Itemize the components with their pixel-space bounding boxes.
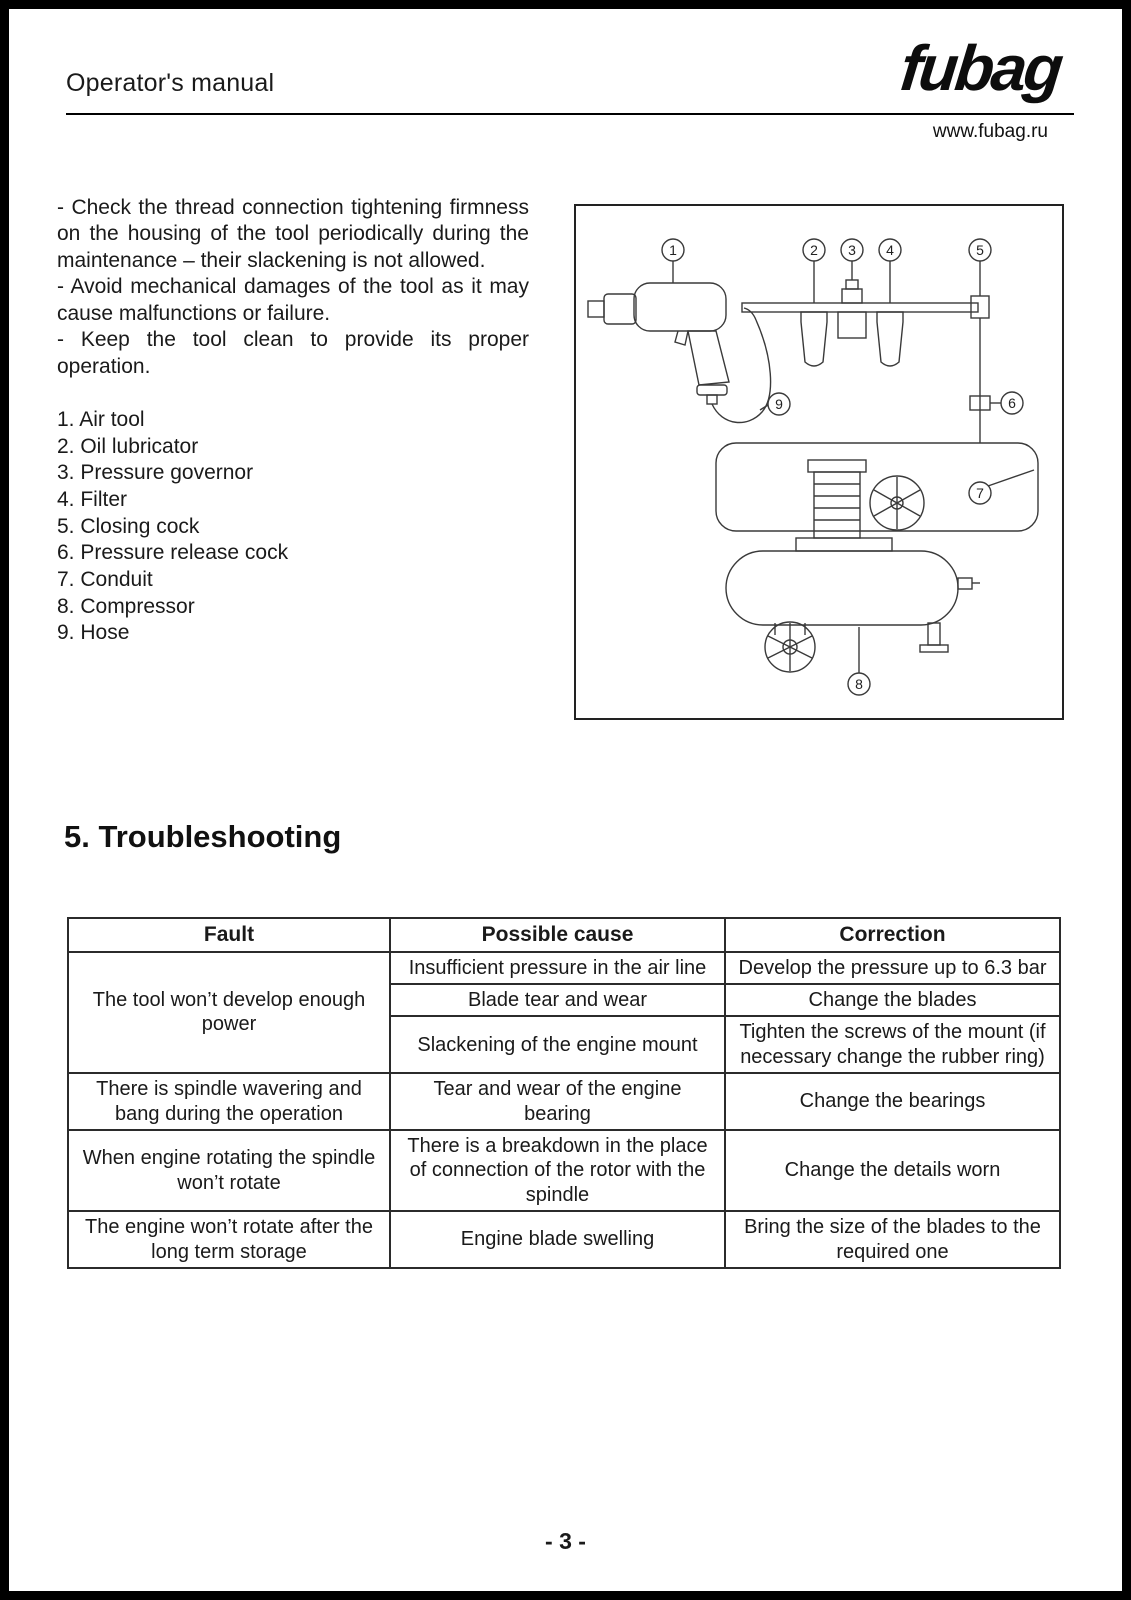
table-row bbox=[68, 1130, 1060, 1211]
hose-drawing bbox=[712, 308, 771, 422]
website-text: www.fubag.ru bbox=[932, 121, 1048, 142]
header-divider bbox=[66, 113, 1074, 115]
riser-drawing bbox=[970, 318, 990, 443]
parts-list-item: 1. Air tool bbox=[57, 408, 145, 432]
cause-cell: There is a breakdown in the place of connection of the rotor with the spindle bbox=[390, 1130, 725, 1211]
troubleshooting-table bbox=[67, 917, 1061, 1269]
note-paragraph: - Check the thread connection tightening firmness on the housing of the tool periodically during the maintenance – their slackening is not allowed. bbox=[57, 196, 529, 272]
correction-cell: Change the blades bbox=[725, 984, 1060, 1016]
header-correction: Correction bbox=[725, 918, 1060, 952]
parts-list-item: 2. Oil lubricator bbox=[57, 434, 199, 458]
cause-cell: Tear and wear of the engine bearing bbox=[390, 1073, 725, 1130]
compressor-drawing bbox=[726, 460, 980, 672]
correction-cell: Tighten the screws of the mount (if necessary change the rubber ring) bbox=[725, 1016, 1060, 1073]
fubag-logo: fubag bbox=[897, 32, 1064, 104]
callout-2-label: 2 bbox=[810, 242, 818, 258]
correction-cell: Develop the pressure up to 6.3 bar bbox=[725, 952, 1060, 984]
table-row bbox=[68, 1073, 1060, 1130]
page-number: - 3 - bbox=[545, 1528, 586, 1554]
callout-1-label: 1 bbox=[669, 242, 677, 258]
cause-cell: Insufficient pressure in the air line bbox=[390, 952, 725, 984]
correction-cell: Change the details worn bbox=[725, 1130, 1060, 1211]
callout-9-label: 9 bbox=[775, 396, 783, 412]
cause-cell: Blade tear and wear bbox=[390, 984, 725, 1016]
parts-list-item: 8. Compressor bbox=[57, 594, 195, 618]
table-row bbox=[68, 952, 1060, 984]
cause-cell: Slackening of the engine mount bbox=[390, 1016, 725, 1073]
parts-list bbox=[57, 407, 529, 647]
fault-cell: The engine won’t rotate after the long term storage bbox=[68, 1211, 390, 1268]
correction-cell: Bring the size of the blades to the required one bbox=[725, 1211, 1060, 1268]
table-row bbox=[68, 1211, 1060, 1268]
section-heading: 5. Troubleshooting bbox=[64, 819, 342, 854]
callout-8-label: 8 bbox=[855, 676, 863, 692]
callout-5-label: 5 bbox=[976, 242, 984, 258]
fault-cell: When engine rotating the spindle won’t rotate bbox=[68, 1130, 390, 1211]
parts-list-item: 6. Pressure release cock bbox=[57, 541, 289, 565]
parts-list-item: 7. Conduit bbox=[57, 568, 153, 592]
table-header-row bbox=[68, 918, 1060, 952]
note-paragraph: - Avoid mechanical damages of the tool as it may cause malfunctions or failure. bbox=[57, 275, 529, 325]
frl-unit-drawing bbox=[742, 280, 989, 366]
parts-list-item: 4. Filter bbox=[57, 488, 128, 512]
pneumatic-diagram-frame bbox=[574, 204, 1064, 720]
page-title: Operator's manual bbox=[66, 69, 275, 97]
maintenance-notes bbox=[57, 195, 529, 647]
callout-7-label: 7 bbox=[976, 485, 984, 501]
parts-list-item: 5. Closing cock bbox=[57, 514, 200, 538]
callout-4-label: 4 bbox=[886, 242, 894, 258]
callout-6-label: 6 bbox=[1008, 395, 1016, 411]
correction-cell: Change the bearings bbox=[725, 1073, 1060, 1130]
note-paragraph: - Keep the tool clean to provide its proper operation. bbox=[57, 328, 529, 378]
parts-list-item: 9. Hose bbox=[57, 621, 130, 645]
air-tool-drawing bbox=[588, 283, 729, 404]
cause-cell: Engine blade swelling bbox=[390, 1211, 725, 1268]
header-fault: Fault bbox=[68, 918, 390, 952]
fault-cell: There is spindle wavering and bang during the operation bbox=[68, 1073, 390, 1130]
parts-list-item: 3. Pressure governor bbox=[57, 461, 254, 485]
callout-3-label: 3 bbox=[848, 242, 856, 258]
header-cause: Possible cause bbox=[390, 918, 725, 952]
fault-cell: The tool won’t develop enough power bbox=[68, 952, 390, 1074]
pneumatic-diagram bbox=[576, 206, 1062, 718]
